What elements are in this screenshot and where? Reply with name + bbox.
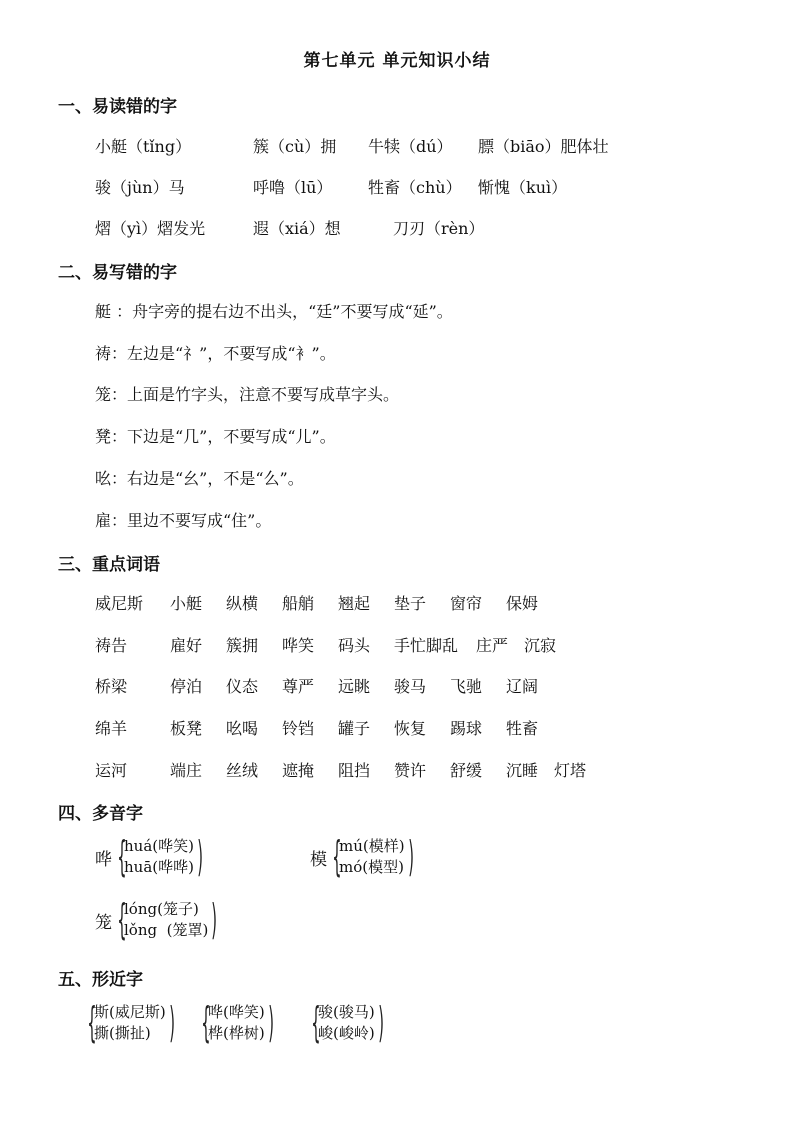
- section-heading-2: 二、易写错的字: [58, 263, 177, 283]
- section-heading-4: 四、多音字: [58, 804, 143, 824]
- polyphone-group: [95, 895, 218, 944]
- right-paren-icon: ): [407, 832, 414, 881]
- vocab-word: 骏马: [394, 677, 427, 696]
- page-title: 第七单元 单元知识小结: [303, 51, 491, 71]
- polyphone-char: 笼: [95, 912, 112, 933]
- word-entry: 遐（xiá）想: [253, 219, 341, 238]
- vocab-word: 绵羊: [95, 719, 128, 738]
- vocab-word: 威尼斯: [95, 594, 144, 613]
- word-entry: 惭愧（kuì）: [478, 178, 568, 197]
- similar-char: 哗(哗笑): [208, 1003, 265, 1021]
- vocab-word: 丝绒: [226, 761, 259, 780]
- word-entry: 刀刃（rèn）: [393, 219, 485, 238]
- similar-char: 撕(撕扯): [94, 1024, 151, 1042]
- vocab-word: 铃铛: [282, 719, 315, 738]
- polyphone-char: 模: [310, 849, 327, 870]
- polyphone-reading: mú(模样): [339, 837, 405, 855]
- right-paren-icon: ): [168, 998, 175, 1047]
- word-entry: 熠（yì）熠发光: [95, 219, 206, 238]
- vocab-word: 吆喝: [226, 719, 259, 738]
- writing-note: 凳：下边是“几”，不要写成“儿”。: [95, 427, 336, 446]
- word-entry: 膘（biāo）肥体壮: [478, 137, 609, 156]
- vocab-word: 纵横: [226, 594, 259, 613]
- vocab-word: 窗帘: [450, 594, 483, 613]
- similar-char: 骏(骏马): [318, 1003, 375, 1021]
- similar-char: 斯(威尼斯): [94, 1003, 166, 1021]
- left-brace-icon: {: [332, 832, 342, 881]
- left-brace-icon: {: [311, 998, 321, 1047]
- vocab-word: 辽阔: [506, 677, 539, 696]
- polyphone-reading: huā(哗哗): [124, 858, 194, 876]
- similar-char: 峻(峻岭): [318, 1024, 375, 1042]
- writing-note: 祷：左边是“礻”，不要写成“衤”。: [95, 344, 336, 363]
- word-entry: 簇（cù）拥: [253, 137, 337, 156]
- word-entry: 呼噜（lū）: [253, 178, 333, 197]
- polyphone-group: [95, 832, 204, 881]
- similar-char-group: [308, 998, 385, 1047]
- vocab-word: 船艄: [282, 594, 315, 613]
- writing-note: 艇 ：舟字旁的提右边不出头，“廷”不要写成“延”。: [95, 302, 453, 321]
- word-entry: 小艇（tǐng）: [95, 137, 192, 156]
- word-entry: 牲畜（chù）: [368, 178, 462, 197]
- vocab-word: 恢复: [394, 719, 427, 738]
- vocab-word: 赞许: [394, 761, 427, 780]
- vocab-word: 板凳: [170, 719, 203, 738]
- vocab-word: 翘起: [338, 594, 371, 613]
- vocab-word: 端庄: [170, 761, 203, 780]
- vocab-word: 停泊: [170, 677, 203, 696]
- vocab-word: 远眺: [338, 677, 371, 696]
- similar-char-group: [84, 998, 176, 1047]
- vocab-word: 小艇: [170, 594, 203, 613]
- vocab-word: 舒缓: [450, 761, 483, 780]
- similar-char-group: [198, 998, 275, 1047]
- polyphone-reading: lǒng (笼罩): [124, 921, 209, 939]
- vocab-word: 运河: [95, 761, 128, 780]
- vocab-word: 尊严: [282, 677, 315, 696]
- polyphone-group: [310, 832, 415, 881]
- vocab-word: 雇好: [170, 636, 203, 655]
- polyphone-char: 哗: [95, 849, 112, 870]
- word-entry: 骏（jùn）马: [95, 178, 185, 197]
- vocab-word: 牲畜: [506, 719, 539, 738]
- vocab-word: 阻挡: [338, 761, 371, 780]
- vocab-word: 沉寂: [524, 636, 557, 655]
- vocab-word: 祷告: [95, 636, 128, 655]
- polyphone-reading: mó(模型): [339, 858, 404, 876]
- section-heading-5: 五、形近字: [58, 970, 143, 990]
- vocab-word: 灯塔: [554, 761, 587, 780]
- right-paren-icon: ): [377, 998, 384, 1047]
- left-brace-icon: {: [201, 998, 211, 1047]
- vocab-word: 踢球: [450, 719, 483, 738]
- vocab-word: 保姆: [506, 594, 539, 613]
- similar-char: 桦(桦树): [208, 1024, 265, 1042]
- right-paren-icon: ): [197, 832, 203, 881]
- left-brace-icon: {: [87, 998, 97, 1047]
- vocab-word: 飞驰: [450, 677, 483, 696]
- vocab-word: 簇拥: [226, 636, 259, 655]
- right-paren-icon: ): [211, 895, 218, 944]
- writing-note: 雇：里边不要写成“住”。: [95, 511, 272, 530]
- section-heading-3: 三、重点词语: [58, 555, 160, 575]
- right-paren-icon: ): [267, 998, 274, 1047]
- vocab-word: 沉睡: [506, 761, 539, 780]
- writing-note: 吆：右边是“幺”，不是“么”。: [95, 469, 304, 488]
- vocab-word: 庄严: [476, 636, 509, 655]
- vocab-word: 垫子: [394, 594, 427, 613]
- left-brace-icon: {: [117, 895, 127, 944]
- vocab-word: 仪态: [226, 677, 259, 696]
- word-entry: 牛犊（dú）: [368, 137, 453, 156]
- vocab-word: 手忙脚乱: [394, 636, 459, 655]
- vocab-word: 桥梁: [95, 677, 128, 696]
- writing-note: 笼：上面是竹字头，注意不要写成草字头。: [95, 385, 400, 404]
- vocab-word: 遮掩: [282, 761, 315, 780]
- vocab-word: 码头: [338, 636, 371, 655]
- vocab-word: 哗笑: [282, 636, 315, 655]
- section-heading-1: 一、易读错的字: [58, 97, 177, 117]
- polyphone-reading: huá(哗笑): [124, 837, 194, 855]
- polyphone-reading: lóng(笼子): [124, 900, 199, 918]
- vocab-word: 罐子: [338, 719, 371, 738]
- left-brace-icon: {: [117, 832, 127, 881]
